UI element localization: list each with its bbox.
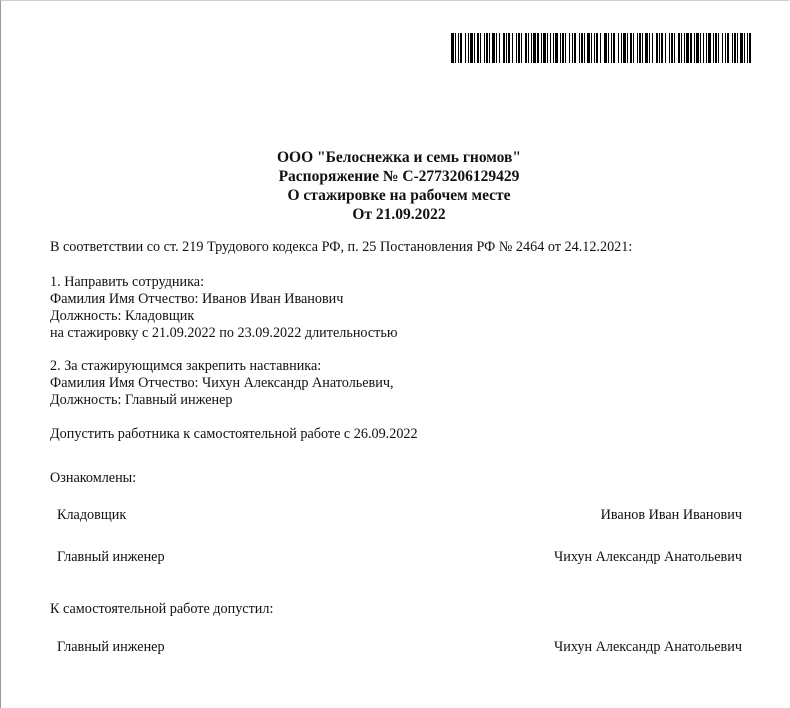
barcode-bar	[506, 33, 507, 63]
order-subject: О стажировке на рабочем месте	[287, 187, 511, 204]
approval-label: К самостоятельной работе допустил:	[50, 601, 274, 617]
barcode-bar	[470, 33, 473, 63]
barcode-bar	[541, 33, 542, 63]
admission-text: Допустить работника к самостоятельной работе с 26.09.2022	[50, 426, 418, 442]
barcode-bar	[518, 33, 520, 63]
barcode-bar	[508, 33, 510, 63]
barcode-bar	[489, 33, 490, 63]
barcode-bar	[749, 33, 751, 63]
barcode-bars	[451, 33, 752, 63]
barcode-bar	[604, 33, 607, 63]
barcode-bar	[656, 33, 658, 63]
signature-row	[57, 639, 742, 656]
barcode-bar	[533, 33, 536, 63]
barcode-bar	[547, 33, 548, 63]
barcode-bar	[686, 33, 689, 63]
barcode-bar	[451, 33, 454, 63]
barcode-bar	[600, 33, 601, 63]
barcode-bar	[596, 33, 598, 63]
barcode-bar	[572, 33, 573, 63]
barcode-bar	[587, 33, 590, 63]
barcode-bar	[639, 33, 641, 63]
barcode-bar	[732, 33, 733, 63]
barcode-bar	[618, 33, 619, 63]
barcode-bar	[480, 33, 481, 63]
barcode-bar	[550, 33, 551, 63]
barcode-bar	[669, 33, 670, 63]
barcode-bar	[516, 33, 517, 63]
barcode-bar	[706, 33, 707, 63]
barcode-bar	[499, 33, 500, 63]
signature-row	[57, 549, 742, 566]
barcode-bar	[503, 33, 505, 63]
document-header	[1, 148, 790, 224]
barcode-bar	[740, 33, 743, 63]
barcode-bar	[484, 33, 485, 63]
barcode-bar	[652, 33, 653, 63]
barcode-bar	[562, 33, 564, 63]
barcode-bar	[458, 33, 459, 63]
barcode-bar	[627, 33, 628, 63]
barcode-bar	[708, 33, 711, 63]
barcode-bar	[671, 33, 673, 63]
company-name: ООО "Белоснежка и семь гномов"	[277, 149, 521, 166]
signature-name: Чихун Александр Анатольевич	[554, 549, 742, 565]
barcode-bar	[696, 33, 699, 63]
barcode-bar	[747, 33, 748, 63]
section-2-title: 2. За стажирующимся закрепить наставника:	[50, 358, 322, 374]
barcode-bar	[455, 33, 456, 63]
barcode-bar	[594, 33, 595, 63]
barcode-bar	[555, 33, 558, 63]
barcode-bar	[560, 33, 561, 63]
barcode-bar	[737, 33, 738, 63]
barcode-bar	[637, 33, 638, 63]
barcode-image	[451, 33, 752, 63]
barcode-bar	[574, 33, 576, 63]
barcode-bar	[725, 33, 726, 63]
barcode-bar	[581, 33, 583, 63]
barcode-bar	[642, 33, 643, 63]
barcode-bar	[621, 33, 622, 63]
acknowledged-label: Ознакомлены:	[50, 470, 137, 486]
barcode-bar	[694, 33, 695, 63]
section-2	[50, 358, 394, 409]
barcode-bar	[744, 33, 745, 63]
barcode-bar	[727, 33, 729, 63]
barcode-bar	[608, 33, 609, 63]
barcode-bar	[521, 33, 522, 63]
barcode-bar	[623, 33, 626, 63]
barcode-bar	[645, 33, 648, 63]
barcode-bar	[537, 33, 539, 63]
barcode-bar	[715, 33, 717, 63]
section-1	[50, 274, 397, 342]
order-date: От 21.09.2022	[352, 206, 446, 223]
signature-name: Иванов Иван Иванович	[600, 507, 742, 523]
barcode-bar	[474, 33, 475, 63]
barcode-bar	[690, 33, 692, 63]
barcode-bar	[496, 33, 497, 63]
barcode-bar	[613, 33, 615, 63]
barcode-bar	[665, 33, 666, 63]
signature-position: Главный инженер	[57, 639, 165, 655]
barcode-bar	[565, 33, 566, 63]
barcode-bar	[713, 33, 714, 63]
barcode-bar	[674, 33, 675, 63]
trainee-position: Должность: Кладовщик	[50, 308, 195, 324]
barcode-bar	[718, 33, 719, 63]
barcode-bar	[465, 33, 466, 63]
preamble: В соответствии со ст. 219 Трудового кодекса РФ, п. 25 Постановления РФ № 2464 от 24.12.2021:	[50, 239, 633, 255]
signature-name: Чихун Александр Анатольевич	[554, 639, 742, 655]
barcode-bar	[477, 33, 479, 63]
signature-row	[57, 507, 742, 524]
mentor-position: Должность: Главный инженер	[50, 392, 233, 408]
barcode-bar	[468, 33, 469, 63]
barcode-bar	[684, 33, 685, 63]
barcode-bar	[525, 33, 527, 63]
training-period: на стажировку с 21.09.2022 по 23.09.2022 длительностью	[50, 325, 398, 341]
barcode-bar	[681, 33, 682, 63]
order-number: Распоряжение № С-2773206129429	[278, 168, 520, 185]
barcode-bar	[531, 33, 532, 63]
barcode-bar	[543, 33, 546, 63]
barcode-bar	[661, 33, 663, 63]
mentor-name: Фамилия Имя Отчество: Чихун Александр Анатольевич,	[50, 375, 394, 391]
signature-position: Главный инженер	[57, 549, 165, 565]
barcode-bar	[611, 33, 612, 63]
barcode-bar	[633, 33, 634, 63]
barcode-bar	[659, 33, 660, 63]
barcode-bar	[722, 33, 723, 63]
barcode-bar	[649, 33, 650, 63]
barcode-bar	[630, 33, 632, 63]
barcode-bar	[678, 33, 680, 63]
section-1-title: 1. Направить сотрудника:	[50, 274, 205, 290]
barcode-bar	[703, 33, 704, 63]
barcode-bar	[486, 33, 488, 63]
barcode-bar	[460, 33, 462, 63]
barcode-bar	[569, 33, 570, 63]
barcode-bar	[579, 33, 580, 63]
barcode-bar	[700, 33, 701, 63]
barcode-bar	[512, 33, 513, 63]
barcode-bar	[553, 33, 554, 63]
barcode-bar	[492, 33, 495, 63]
barcode-bar	[734, 33, 736, 63]
barcode-bar	[591, 33, 592, 63]
trainee-name: Фамилия Имя Отчество: Иванов Иван Иванович	[50, 291, 344, 307]
signature-position: Кладовщик	[57, 507, 127, 523]
barcode-bar	[584, 33, 585, 63]
barcode-bar	[528, 33, 529, 63]
